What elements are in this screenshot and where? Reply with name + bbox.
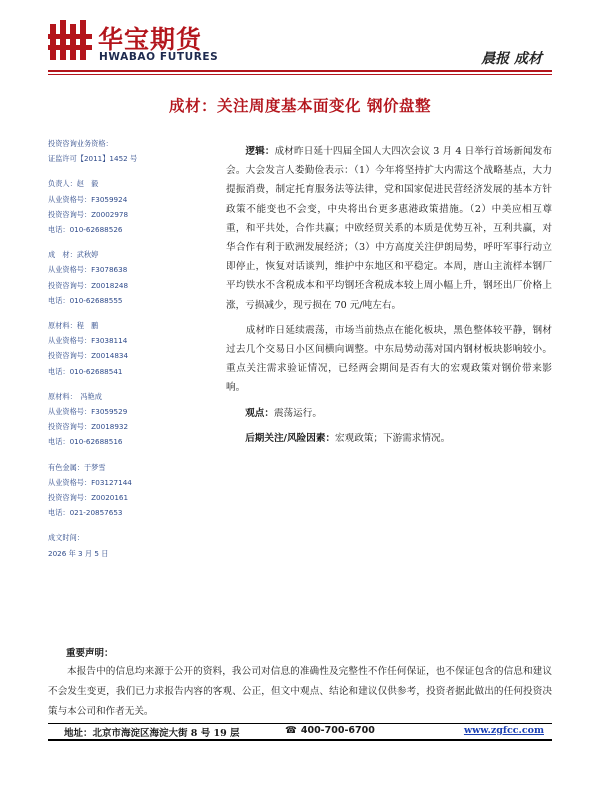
disclaimer-title: 重要声明： xyxy=(66,648,114,659)
analyst-phone: 电话：021-20857653 xyxy=(48,508,123,518)
date-label: 成文时间： xyxy=(48,533,84,543)
risk-paragraph xyxy=(226,429,552,448)
analyst-block xyxy=(48,389,208,450)
analyst-practice-id: 从业资格号：F3038114 xyxy=(48,336,128,346)
analyst-block xyxy=(48,247,208,308)
report-title: 成材：关注周度基本面变化 钢价盘整 xyxy=(169,96,431,115)
analyst-practice-id: 从业资格号：F03127144 xyxy=(48,477,132,487)
date-value: 2026 年 3 月 5 日 xyxy=(48,548,109,558)
analyst-phone: 电话：010-62688526 xyxy=(48,225,123,235)
report-type: 晨报 成材 xyxy=(481,51,542,67)
analyst-role: 原材料： 冯艳成 xyxy=(48,391,102,401)
footer-phone xyxy=(285,725,375,736)
footer-website-link[interactable]: www.zgfcc.com xyxy=(463,725,544,736)
risk-label: 后期关注/风险因素： xyxy=(245,432,336,444)
market-paragraph xyxy=(226,321,552,398)
analyst-block xyxy=(48,460,208,521)
logo-chinese-name: 华宝期货 xyxy=(98,25,203,54)
hwabao-logo-icon xyxy=(48,18,92,62)
phone-icon: ☎ xyxy=(285,725,297,736)
analyst-consult-id: 投资咨询号：Z0018248 xyxy=(48,280,129,290)
analyst-consult-id: 投资咨询号：Z0014834 xyxy=(48,351,129,361)
footer-divider xyxy=(48,723,552,724)
company-logo xyxy=(48,18,238,66)
footer-address: 地址：北京市海淀区海淀大街 8 号 19 层 xyxy=(64,728,240,739)
analyst-role: 成 材：武秋婷 xyxy=(48,250,99,260)
logic-paragraph xyxy=(226,142,552,315)
analyst-practice-id: 从业资格号：F3059924 xyxy=(48,194,128,204)
analyst-role: 原材料：程 鹏 xyxy=(48,321,99,331)
logic-label: 逻辑： xyxy=(245,146,275,157)
analyst-role: 有色金属：于梦雪 xyxy=(48,462,106,472)
analyst-practice-id: 从业资格号：F3059529 xyxy=(48,407,128,417)
view-paragraph xyxy=(226,404,552,423)
header-divider-thin xyxy=(48,74,552,75)
disclaimer-text: 本报告中的信息均来源于公开的资料，我公司对信息的准确性及完整性不作任何保证，也不保证包含的信息和建议不会发生变更，我们已力求报告内容的客观、公正，但文中观点、结论和建议仅供参考，投资者据此做出的任何投资决策与本公司和作者无关。 xyxy=(48,666,552,717)
header-divider xyxy=(48,70,552,72)
view-text: 震荡运行。 xyxy=(273,407,322,419)
logic-text: 成材昨日延十四届全国人大四次会议 3 月 4 日举行首场新闻发布会。大会发言人娄勤俭表示：（1）今年将坚持扩大内需这个战略基点，大力提振消费，制定托育服务法等法律，党和国家促进民营经济发展的基本方针政策不能变也不会变，中央将出台更多惠港政策措施。（2）中美应相互尊重，和平共处，合作共赢；中欧经贸关系的本质是优势互补，互利共赢，对华合作有利于欧洲发展经济；（3）中方高度关注伊朗局势，呼吁军事行动立即停止，恢复对话谈判，维护中东地区和平稳定。本周，唐山主流样本钢厂平均铁水不含税成本和平均钢坯含税成本较上周小幅上升，钢坯出厂价格上涨，亏损减少，现亏损在 70 元/吨左右。 xyxy=(226,146,553,311)
view-label: 观点： xyxy=(245,407,274,419)
analyst-phone: 电话：010-62688516 xyxy=(48,437,123,447)
logo-english-name: HWABAO FUTURES xyxy=(99,51,219,63)
date-block xyxy=(48,530,208,560)
analyst-block xyxy=(48,176,208,237)
footer-phone-number: 400-700-6700 xyxy=(300,725,375,736)
footer-divider-bottom xyxy=(48,739,552,741)
risk-text: 宏观政策；下游需求情况。 xyxy=(335,432,451,444)
analyst-phone: 电话：010-62688541 xyxy=(48,366,123,376)
analyst-practice-id: 从业资格号：F3078638 xyxy=(48,265,128,275)
qualification-label: 投资咨询业务资格： xyxy=(48,139,113,148)
analyst-role: 负责人：赵 毅 xyxy=(48,179,99,189)
qualification-value: 证监许可【2011】1452 号 xyxy=(48,154,138,164)
analyst-block xyxy=(48,318,208,379)
report-body xyxy=(226,142,552,454)
analyst-sidebar xyxy=(48,136,208,561)
analyst-consult-id: 投资咨询号：Z0020161 xyxy=(48,493,129,503)
analyst-consult-id: 投资咨询号：Z0002978 xyxy=(48,209,129,219)
analyst-consult-id: 投资咨询号：Z0018932 xyxy=(48,422,129,432)
analyst-phone: 电话：010-62688555 xyxy=(48,295,123,305)
market-text: 成材昨日延续震荡，市场当前热点在能化板块，黑色整体较平静，钢材过去几个交易日小区间横向调整。中东局势动荡对国内钢材板块影响较小。重点关注需求验证情况，已经两会期间是否有大的宏观政策对钢价带来影响。 xyxy=(226,324,553,394)
